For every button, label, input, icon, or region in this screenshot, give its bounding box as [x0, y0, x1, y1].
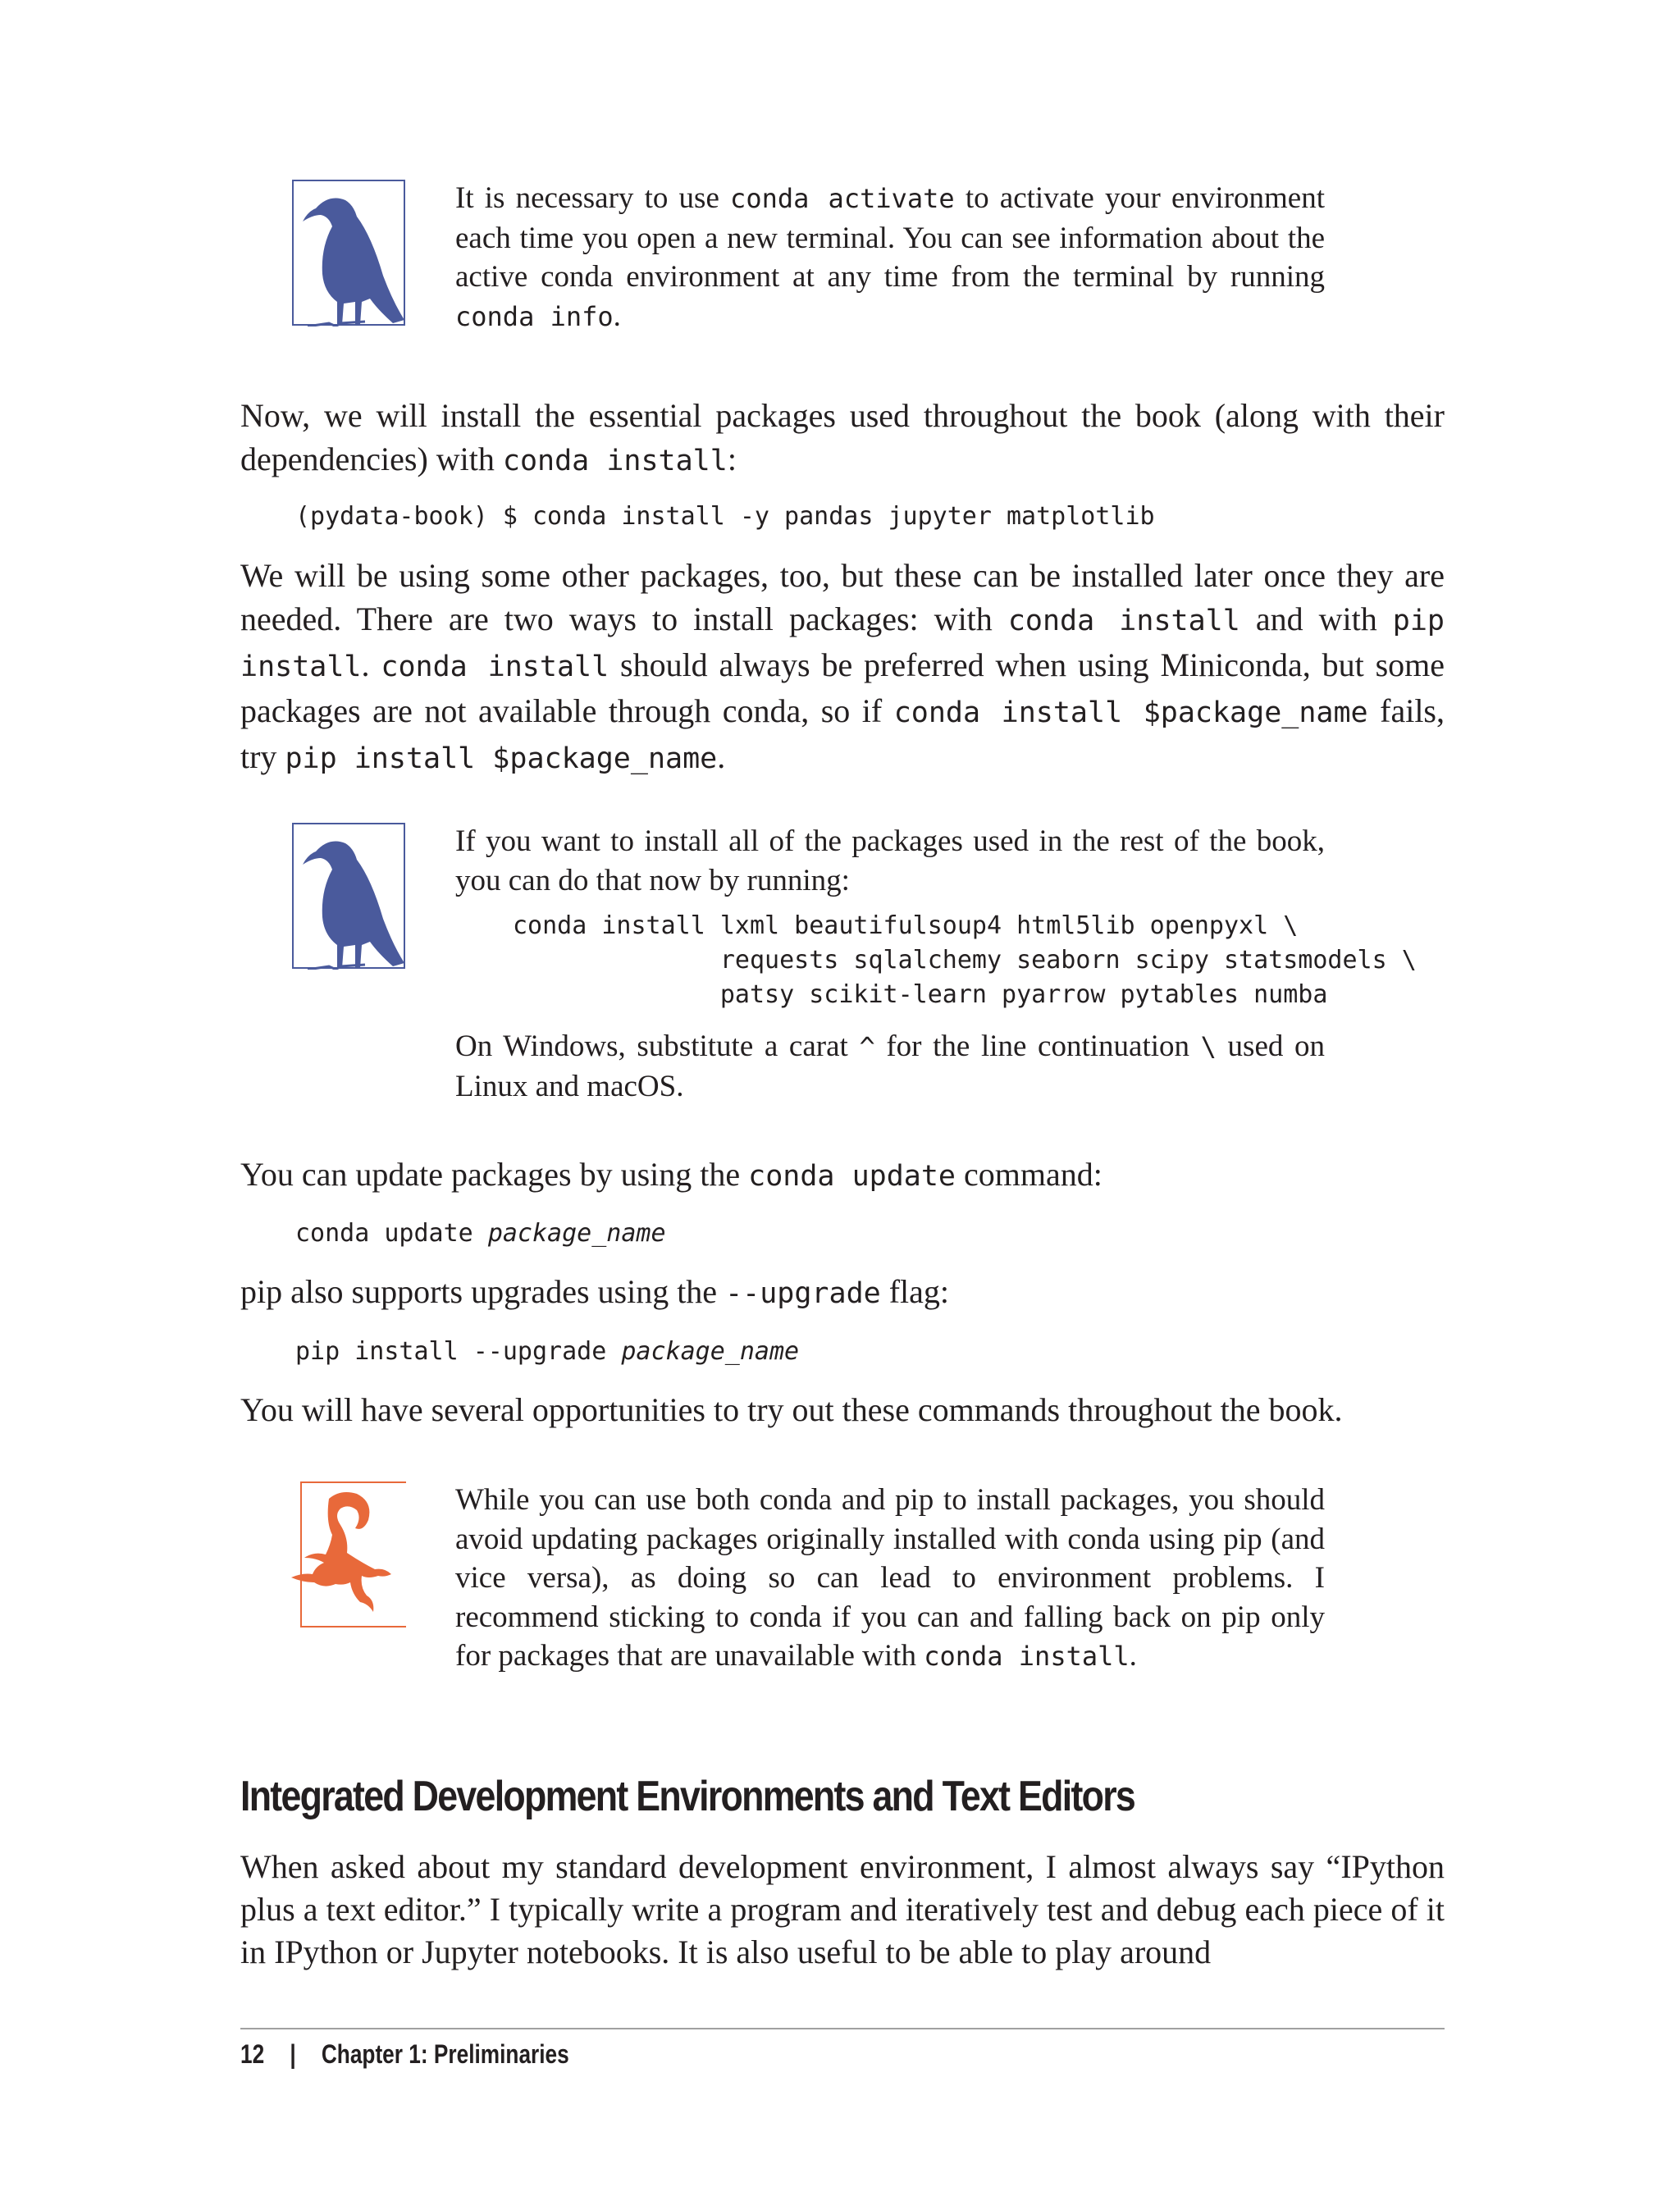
tip-note-text: It is necessary to use conda activate to activate your environment each time you open a new terminal. You can see information about the active conda environment at any time from the terminal by running conda info.: [455, 181, 1325, 333]
code-block: pip install --upgrade package_name: [295, 1337, 800, 1366]
footer-rule: [240, 2028, 1445, 2029]
code-block: (pydata-book) $ conda install -y pandas jupyter matplotlib: [295, 502, 1155, 531]
code-line: patsy scikit-learn pyarrow pytables numba: [513, 980, 1328, 1009]
scorpion-icon: [275, 1481, 406, 1628]
crow-icon: [291, 822, 406, 970]
page-footer: [240, 2039, 569, 2070]
footer-separator: |: [290, 2039, 296, 2069]
paragraph: You can update packages by using the conda update command:: [240, 1156, 1102, 1193]
paragraph: pip also supports upgrades using the --upgrade flag:: [240, 1273, 950, 1310]
section-heading: Integrated Development Environments and Text Editors: [240, 1773, 1135, 1820]
code-line: requests sqlalchemy seaborn scipy statsmodels \: [513, 946, 1417, 975]
paragraph: Now, we will install the essential packages used throughout the book (along with their dependencies) with conda install:: [240, 397, 1445, 477]
chapter-title: Chapter 1: Preliminaries: [321, 2039, 569, 2069]
crow-icon: [291, 179, 406, 326]
warning-note-text: While you can use both conda and pip to install packages, you should avoid updating packages originally installed with conda using pip (and vice versa), as doing so can lead to environment problems. I recommend sticking to conda if you can and falling back on pip only for packages that are unavailable with conda install.: [455, 1483, 1325, 1673]
code-block: conda update package_name: [295, 1219, 666, 1248]
paragraph: We will be using some other packages, too, but these can be installed later once they are needed. There are two ways to install packages: with conda install and with pip install. conda install should always be preferred when using Miniconda, but some packages are not available through conda, so if conda install $package_name fails, try pip install $package_name.: [240, 557, 1445, 775]
code-line: conda install lxml beautifulsoup4 html5lib openpyxl \: [513, 911, 1299, 940]
paragraph: When asked about my standard development environment, I almost always say “IPython plus a text editor.” I typically write a program and iteratively test and debug each piece of it in IPython or Jupyter notebooks. It is also useful to be able to play around: [240, 1848, 1445, 1970]
paragraph: You will have several opportunities to try out these commands throughout the book.: [240, 1391, 1343, 1428]
tip-note-text: If you want to install all of the packages used in the rest of the book, you can do that now by running:: [455, 824, 1325, 897]
page-number: 12: [240, 2039, 265, 2069]
tip-note-text: On Windows, substitute a carat ^ for the line continuation \ used on Linux and macOS.: [455, 1029, 1326, 1103]
